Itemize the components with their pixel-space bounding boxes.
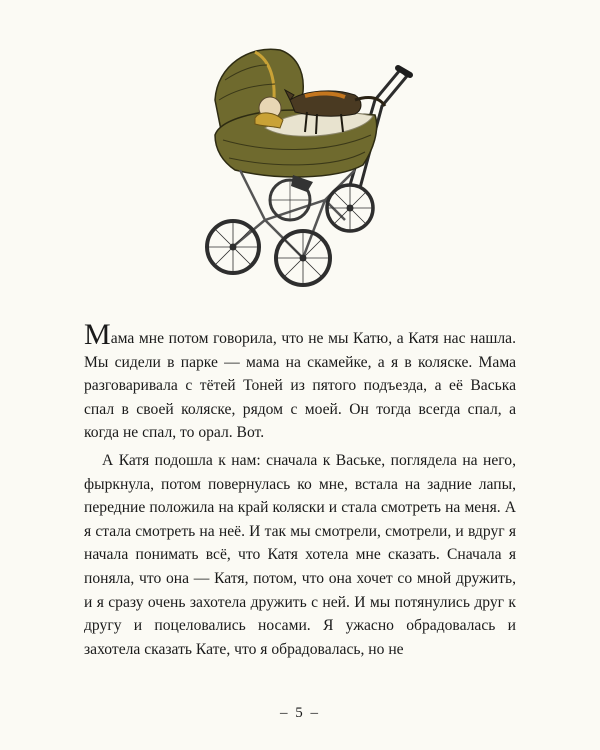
page-number: – 5 – xyxy=(280,705,320,721)
wheel-back-right xyxy=(276,231,330,285)
paragraph-2: А Катя подошла к нам: сначала к Ваське, поглядела на него, фыркнула, потом повернулась ко мне, встала на задние лапы, передние положила на край коляски и стала смотреть на меня. А я стала смотреть на неё. И так мы смотрели, смотрели, и вдруг я начала понимать всё, что Катя хотела мне сказать. Сначала я поняла, что она — Катя, потом, что она хочет со мной дружить, и я сразу очень захотела дружить с ней. И мы потянулись друг к другу и поцеловались носами. Я ужасно обрадовалась и захотела сказать Кате, что я обрадовалась, но не xyxy=(84,451,516,658)
drop-cap-initial: М xyxy=(84,318,111,351)
story-text xyxy=(84,318,516,661)
wheel-back-left xyxy=(207,221,259,273)
paragraph-1-text: ама мне потом говорила, что не мы Катю, а Катя нас нашла. Мы сидели в парке — мама на скамейке, а я в коляске. Мама разговаривала с тётей Тоней из пятого подъезда, а её Васька спал в своей коляске, рядом с моей. Он тогда всегда спал, а когда не спал, то орал. Вот. xyxy=(84,330,516,442)
paragraph-1 xyxy=(84,318,516,445)
wheel-front-right xyxy=(327,185,373,231)
pram-with-cat-illustration xyxy=(195,40,425,290)
